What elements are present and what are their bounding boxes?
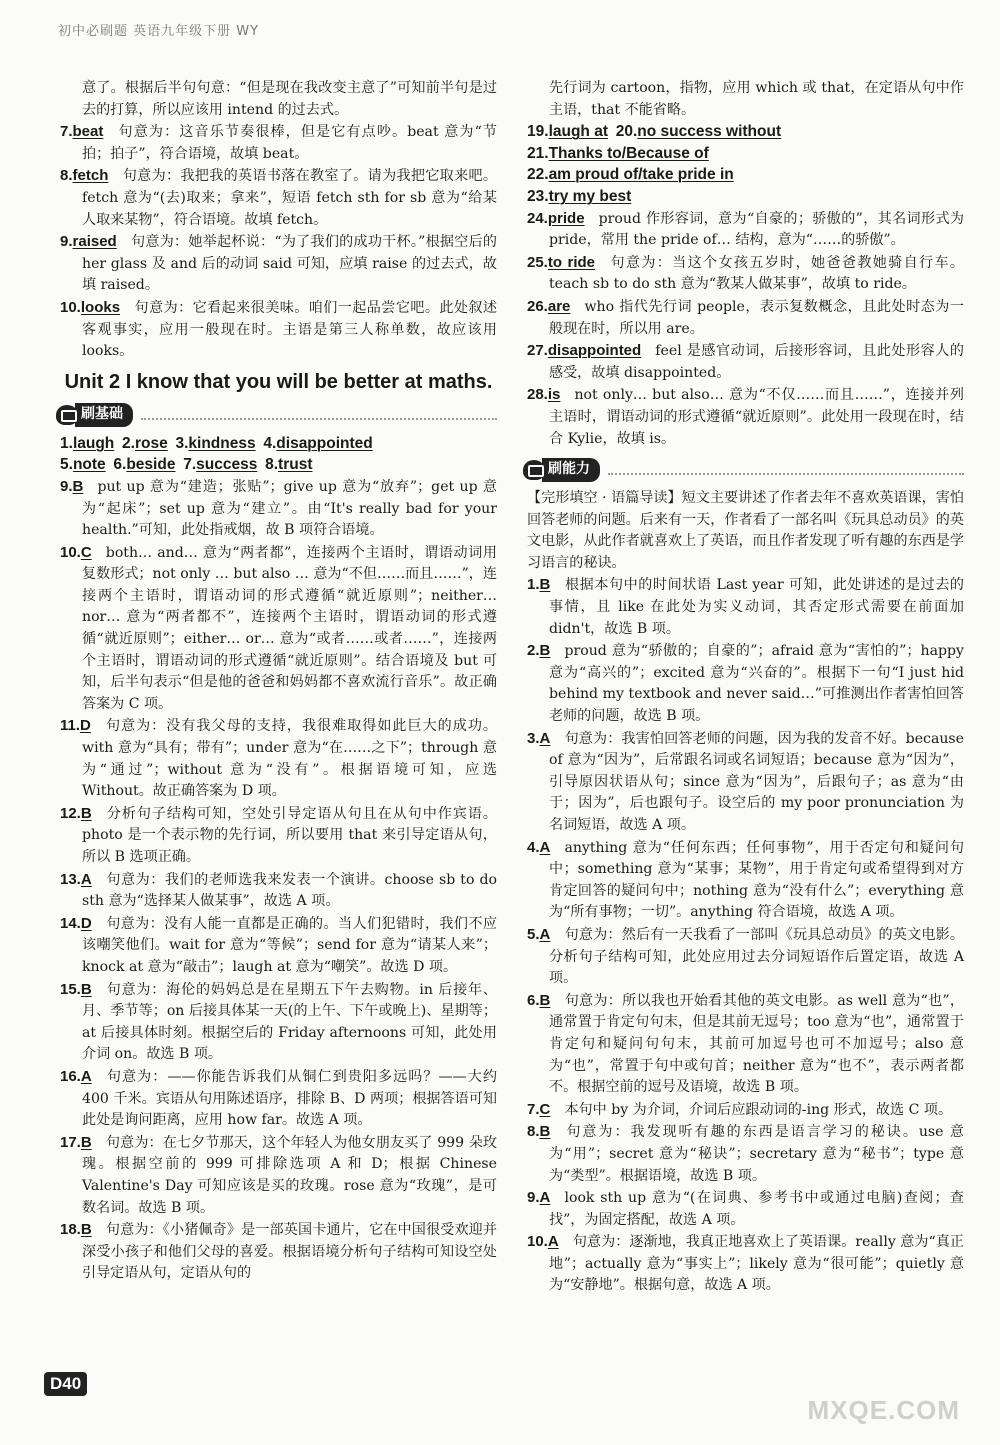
explanation: 句意为：我们的老师选我来发表一个演讲。choose sb to do sth 意为“选择某人做某事”，故选 A 项。 <box>82 871 497 910</box>
item-number: 8. <box>265 456 279 474</box>
item-number: 23. <box>527 187 549 205</box>
item-number: 19. <box>527 123 549 141</box>
item-number: 3. <box>527 729 540 747</box>
explanation: 句意为：没有我父母的支持，我很难取得如此巨大的成功。with 意为“具有；带有”；under 意为“在……之下”；through 意为“通过”；without 意为“没有”。根据语境可知，应选 Without。故正确答案为 D 项。 <box>82 718 497 800</box>
answer-key: no success without <box>637 123 782 141</box>
answer-key: A <box>539 1189 551 1207</box>
item-number: 24. <box>527 209 548 227</box>
item-number: 22. <box>527 166 549 184</box>
item-number: 21. <box>527 144 549 162</box>
item-number: 12. <box>60 804 81 822</box>
item-number: 7. <box>60 123 73 141</box>
item-number: 26. <box>527 297 548 315</box>
item-number: 2. <box>527 642 540 660</box>
explanation: 句意为：这音乐节奏很棒，但是它有点吵。beat 意为“节拍；拍子”，符合语境，故填 beat。 <box>82 124 497 162</box>
answer-key: is <box>547 386 561 404</box>
answer-item <box>60 1132 497 1219</box>
answer-key: A <box>80 1067 92 1085</box>
item-number: 9. <box>60 477 73 495</box>
item-number: 2. <box>122 434 135 452</box>
answer-item <box>60 869 497 913</box>
answer-item <box>527 1187 964 1231</box>
answer-item <box>527 640 964 727</box>
explanation: look sth up 意为“(在词典、参考书中或通过电脑)查阅；查找”，为固定搭配，故选 A 项。 <box>549 1190 964 1228</box>
section-badge <box>523 458 964 482</box>
answer-key: B <box>80 980 92 998</box>
item-number: 10. <box>527 1233 548 1251</box>
explanation: 句意为：——你能告诉我们从铜仁到贵阳多远吗？——大约 400 千米。宾语从句用陈述语序，排除 B、D 两项；根据答语可知此处是询问距离，应用 how far。故选 A 项。 <box>82 1068 497 1129</box>
answer-key: note <box>72 456 106 474</box>
answer-key: Thanks to/Because of <box>548 144 709 162</box>
item-number: 6. <box>527 991 540 1009</box>
answer-key: B <box>80 1133 92 1151</box>
explanation: 句意为：它看起来很美味。咱们一起品尝它吧。此处叙述客观事实，应用一般现在时。主语是第三人称单数，故应该用 looks。 <box>82 299 497 360</box>
answer-key: to ride <box>547 253 596 271</box>
item-number: 3. <box>175 434 189 452</box>
answer-item <box>60 913 497 979</box>
answer-key: B <box>539 576 551 594</box>
answer-key: raised <box>72 233 117 251</box>
answer-key: am proud of/take pride in <box>548 166 734 184</box>
answer-row <box>527 143 964 165</box>
badge-icon <box>523 460 545 480</box>
answer-item <box>60 165 497 231</box>
answer-key: fetch <box>72 167 109 185</box>
item-number: 28. <box>527 386 548 404</box>
answer-item <box>527 384 964 450</box>
answer-key: are <box>547 297 571 315</box>
item-number: 25. <box>527 253 548 271</box>
item-number: 10. <box>60 543 81 561</box>
dotted-rule <box>141 410 497 420</box>
answer-item <box>60 979 497 1066</box>
paragraph: 意了。根据后半句句意：“但是现在我改变主意了”可知前半句是过去的打算，所以应该用 intend 的过去式。 <box>82 80 497 118</box>
answer-item <box>60 715 497 802</box>
explanation: 句意为：当这个女孩五岁时，她爸爸教她骑自行车。teach sb to do sth 意为“教某人做某事”，故填 to ride。 <box>549 254 964 293</box>
explanation: both… and… 意为“两者都”，连接两个主语时，谓语动词用复数形式；not only … but also … 意为“不但……而且……”，连接两个主语时，谓语动词的形式遵循“就近原则”；neither… nor… 意为“两者都不”，连接两个主语时，谓语动词的形式遵循“就近原则”；either… or… 意为“或者……或者……”，连接两个主语时，谓语动词的形式遵循“就近原则”。结合语境及 but 可知，后半句表示“但是他的爸爸和妈妈都不喜欢流行音乐”。故正确答案为 C 项。 <box>82 544 497 712</box>
section-badge <box>56 403 497 427</box>
item-number: 14. <box>60 914 81 932</box>
answer-row <box>527 164 964 186</box>
answer-item <box>60 542 497 716</box>
explanation: not only… but also… 意为“不仅……而且……”，连接并列主语时，谓语动词的形式遵循“就近原则”。此处用一段现在时，结合 Kylie，故填 is。 <box>549 387 964 447</box>
explanation: who 指代先行词 people，表示复数概念，且此处时态为一般现在时，所以用 are。 <box>549 298 964 337</box>
explanation: 句意为：在七夕节那天，这个年轻人为他女朋友买了 999 朵玫瑰。根据空前的 999 可排除选项 A 和 D；根据 Chinese Valentine's Day 可知应该是买的玫瑰。rose 意为“玫瑰”，是可数名词。故选 B 项。 <box>82 1134 497 1216</box>
unit-title: Unit 2 I know that you will be better at maths. <box>64 370 493 393</box>
item-number: 5. <box>527 925 540 943</box>
explanation: anything 意为“任何东西；任何事物”，用于否定句和疑问句中；something 意为“某事；某物”，用于肯定句或希望得到对方肯定回答的疑问句中；nothing 意为“没有什么”；everything 意为“所有事物；一切”。anything 符合语境，故选 A 项。 <box>549 839 964 921</box>
explanation: 句意为：我害怕回答老师的问题，因为我的发音不好。because of 意为“因为”，后常跟名词或名词短语；because 意为“因为”，引导原因状语从句；since 意为“因为”，后跟句子；as 意为“由于；因为”，后也跟句子。设空后的 my poor pronunciation 为名词短语，故选 A 项。 <box>549 730 964 833</box>
answer-key: B <box>80 804 92 822</box>
answer-key: B <box>539 1123 551 1141</box>
paragraph: 【完形填空 · 语篇导读】短文主要讲述了作者去年不喜欢英语课，害怕回答老师的问题。后来有一天，作者看了一部名叫《玩具总动员》的英文电影，从此作者就喜欢上了英语，而且作者发现了听有趣的东西是学习语言的秘诀。 <box>527 490 964 571</box>
answer-key: try my best <box>548 187 632 205</box>
answer-key: pride <box>547 209 585 227</box>
item-number: 20. <box>615 123 638 141</box>
answer-key: success <box>196 456 258 474</box>
answer-key: A <box>539 838 551 856</box>
answer-item <box>60 1219 497 1285</box>
item-number: 9. <box>60 233 73 251</box>
badge-icon <box>56 405 78 425</box>
explanation: 本句中 by 为介词，介词后应跟动词的-ing 形式，故选 C 项。 <box>564 1101 953 1118</box>
answer-item <box>60 297 497 363</box>
answer-item <box>60 476 497 542</box>
answer-item <box>527 990 964 1099</box>
right-column <box>527 78 964 1297</box>
explanation: 句意为：然后有一天我看了一部叫《玩具总动员》的英文电影。分析句子结构可知，此处应用过去分词短语作后置定语，故选 A 项。 <box>549 926 964 987</box>
explanation: put up 意为“建造；张贴”；give up 意为“放弃”；get up 意为“起床”；set up 意为“建立”。由“It's really bad for your health.”可知，此处指戒烟，故 B 项符合语境。 <box>82 478 497 539</box>
answer-item <box>527 837 964 924</box>
answer-key: looks <box>80 298 121 316</box>
item-number: 8. <box>60 167 73 185</box>
answer-item <box>527 296 964 340</box>
answer-key: C <box>539 1100 551 1118</box>
explanation: proud 作形容词，意为“自豪的；骄傲的”，其名词形式为 pride，常用 the pride of… 结构，意为“……的骄傲”。 <box>549 210 964 249</box>
item-number: 10. <box>60 298 81 316</box>
explanation: proud 意为“骄傲的；自豪的”；afraid 意为“害怕的”；happy 意为“高兴的”；excited 意为“兴奋的”。根据下一句“I just hid behind my textbook and never said…”可推测出作者害怕回答老师的问题，故选 B 项。 <box>549 643 964 725</box>
item-number: 7. <box>183 456 197 474</box>
answer-key: A <box>539 925 551 943</box>
answer-key: D <box>80 914 92 932</box>
answer-item <box>60 231 497 297</box>
item-number: 1. <box>527 576 540 594</box>
answer-key: B <box>80 1221 92 1239</box>
watermark: MXQE.COM <box>807 1395 960 1425</box>
answer-row <box>527 186 964 208</box>
answer-key: A <box>80 870 92 888</box>
answer-item <box>527 252 964 296</box>
answer-item <box>60 1066 497 1132</box>
item-number: 4. <box>263 434 277 452</box>
answer-key: trust <box>278 456 313 474</box>
badge-label: 刷基础 <box>75 403 133 427</box>
answer-key: B <box>539 991 551 1009</box>
explanation: 句意为：所以我也开始看其他的英文电影。as well 意为“也”，通常置于肯定句句末，但是其前无逗号；too 意为“也”，通常置于肯定句和疑问句句末，其前可加逗号也可不加逗号；also 意为“也”，常置于句中或句首；neither 意为“也不”，表示两者都不。根据空前的逗号及语境，故选 B 项。 <box>549 992 964 1096</box>
answer-key: A <box>547 1233 559 1251</box>
answer-row <box>60 454 497 476</box>
answer-item <box>527 1121 964 1187</box>
explanation: 句意为：我把我的英语书落在教室了。请为我把它取来吧。fetch 意为“(去)取来；拿来”，短语 fetch sth for sb 意为“给某人取来某物”，符合语境。故填 fetch。 <box>82 168 497 228</box>
item-number: 5. <box>60 456 73 474</box>
explanation: 根据本句中的时间状语 Last year 可知，此处讲述的是过去的事情，且 like 在此处为实义动词，其否定形式需要在前面加 didn't，故选 B 项。 <box>549 577 964 637</box>
answer-item <box>527 574 964 640</box>
item-number: 13. <box>60 870 81 888</box>
answer-item <box>527 208 964 252</box>
answer-key: C <box>80 543 92 561</box>
item-number: 6. <box>113 456 127 474</box>
left-column <box>60 78 497 1285</box>
explanation: 分析句子结构可知，空处引导定语从句且在从句中作宾语。photo 是一个表示物的先行词，所以要用 that 来引导定语从句，所以 B 选项正确。 <box>82 805 497 865</box>
answer-item <box>527 340 964 384</box>
item-number: 11. <box>60 717 81 735</box>
explanation: 句意为：我发现听有趣的东西是语言学习的秘诀。use 意为“用”；secret 意为“秘诀”；secretary 意为“秘书”；type 意为“类型”。根据语境，故选 B 项。 <box>549 1124 964 1184</box>
item-number: 17. <box>60 1133 81 1151</box>
item-number: 27. <box>527 342 548 360</box>
answer-key: beside <box>126 456 176 474</box>
item-number: 18. <box>60 1221 81 1239</box>
answer-key: A <box>539 729 551 747</box>
answer-key: laugh <box>72 434 115 452</box>
answer-key: B <box>72 477 84 495</box>
item-number: 7. <box>527 1100 540 1118</box>
explanation: 句意为：没有人能一直都是正确的。当人们犯错时，我们不应该嘲笑他们。wait for 意为“等候”；send for 意为“请某人来”；knock at 意为“敲击”；laugh at 意为“嘲笑”。故选 D 项。 <box>82 915 497 975</box>
item-number: 4. <box>527 838 540 856</box>
answer-key: disappointed <box>276 434 373 452</box>
item-number: 15. <box>60 980 81 998</box>
answer-key: B <box>539 642 551 660</box>
item-number: 8. <box>527 1123 540 1141</box>
page-number: D40 <box>44 1372 87 1396</box>
explanation: 句意为：海伦的妈妈总是在星期五下午去购物。in 后接年、月、季节等；on 后接具体某一天(的上午、下午或晚上)、星期等；at 后接具体时刻。根据空后的 Friday afternoons 可知，此处用介词 on。故选 B 项。 <box>82 981 497 1063</box>
answer-item <box>527 1099 964 1122</box>
answer-key: disappointed <box>547 342 642 360</box>
item-number: 16. <box>60 1067 81 1085</box>
paragraph: 先行词为 cartoon，指物，应用 which 或 that，在定语从句中作主语，that 不能省略。 <box>549 80 964 118</box>
answer-key: beat <box>72 123 104 141</box>
explanation: 句意为：逐渐地，我真正地喜欢上了英语课。really 意为“真正地”；actually 意为“事实上”；likely 意为“很可能”；quietly 意为“安静地”。根据句意，故选 A 项。 <box>549 1234 964 1294</box>
explanation: feel 是感官动词，后接形容词，且此处形容人的感受，故填 disappointed。 <box>549 343 964 381</box>
answer-item <box>527 924 964 990</box>
answer-key: kindness <box>188 434 256 452</box>
running-header: 初中必刷题 英语九年级下册 WY <box>58 24 260 39</box>
item-number: 9. <box>527 1189 540 1207</box>
answer-key: D <box>80 717 91 735</box>
answer-key: laugh at <box>548 123 608 141</box>
answer-item <box>527 1231 964 1297</box>
answer-item <box>60 803 497 869</box>
explanation: 句意为：她举起杯说：“为了我们的成功干杯。”根据空后的 her glass 及 and 后的动词 said 可知，应填 raise 的过去式，故填 raised。 <box>82 234 497 294</box>
item-number: 1. <box>60 434 73 452</box>
answer-item <box>60 121 497 165</box>
answer-row <box>527 121 964 143</box>
answer-key: rose <box>134 434 168 452</box>
answer-row <box>60 433 497 455</box>
explanation: 句意为：《小猪佩奇》是一部英国卡通片，它在中国很受欢迎并深受小孩子和他们父母的喜爱。根据语境分析句子结构可知设空处引导定语从句，定语从句的 <box>82 1222 497 1282</box>
dotted-rule <box>608 465 964 475</box>
answer-item <box>527 728 964 837</box>
badge-label: 刷能力 <box>542 458 600 482</box>
